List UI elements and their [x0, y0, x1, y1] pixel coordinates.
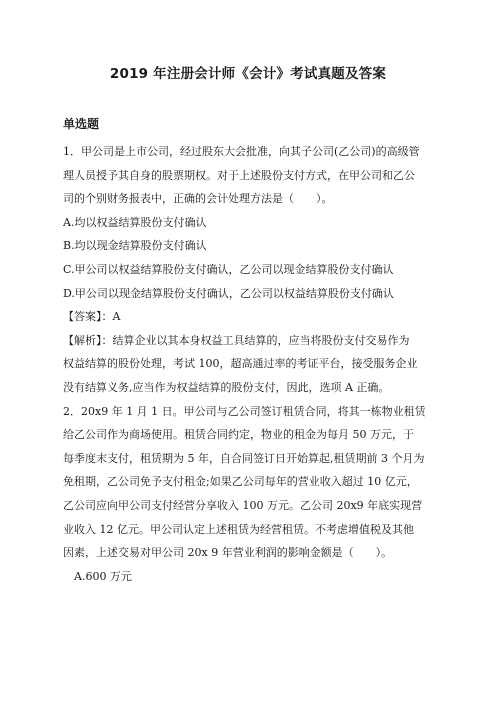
question-1-option-d: D.甲公司以现金结算股份支付确认，乙公司以权益结算股份支付确认 — [63, 286, 394, 300]
question-1-explanation-line-1: 【解析】：结算企业以其本身权益工具结算的，应当将股份支付交易作为 — [63, 333, 410, 347]
question-1-option-c: C.甲公司以权益结算股份支付确认，乙公司以现金结算股份支付确认 — [63, 262, 394, 276]
document-body — [63, 140, 435, 588]
question-2-stem-line-3: 每季度末支付，租赁期为 5 年，自合同签订日开始算起,租赁期前 3 个月为 — [63, 451, 425, 465]
question-2-stem-line-6: 业收入 12 亿元。甲公司认定上述租赁为经营租赁。不考虑增值税及其他 — [63, 522, 414, 536]
question-2-option-a: A.600 万元 — [74, 569, 132, 583]
question-1-explanation-line-3: 没有结算义务,应当作为权益结算的股份支付，因此，选项 A 正确。 — [63, 380, 390, 394]
question-2-stem-line-4: 免租期，乙公司免予支付租金;如果乙公司每年的营业收入超过 10 亿元， — [63, 475, 418, 489]
question-1-option-b: B.均以现金结算股份支付确认 — [63, 239, 207, 253]
question-2-stem-line-1: 2．20x9 年 1 月 1 日。甲公司与乙公司签订租赁合同，将其一栋物业租赁 — [63, 404, 426, 418]
question-1-explanation-line-2: 权益结算的股份处理，考试 100，超高通过率的考证平台，接受服务企业 — [63, 357, 418, 371]
question-2-stem-line-7: 因素，上述交易对甲公司 20x 9 年营业利润的影响金额是（ ）。 — [63, 546, 393, 560]
question-1-stem-line-2: 理人员授予其自身的股票期权。对于上述股份支付方式，在甲公司和乙公 — [63, 168, 415, 182]
section-heading: 单选题 — [63, 117, 100, 131]
question-2-stem-line-5: 乙公司应向甲公司支付经营分享收入 100 万元。乙公司 20x9 年底实现营 — [63, 498, 423, 512]
question-2-stem-line-2: 给乙公司作为商场使用。租赁合同约定，物业的租金为每月 50 万元，于 — [63, 428, 414, 442]
question-1-answer: 【答案】：A — [63, 310, 121, 324]
question-1-option-a: A.均以权益结算股份支付确认 — [63, 215, 207, 229]
question-1-stem-line-1: 1．甲公司是上市公司，经过股东大会批准，向其子公司(乙公司)的高级管 — [63, 145, 420, 158]
document-title: 2019 年注册会计师《会计》考试真题及答案 — [109, 66, 387, 82]
question-1-stem-line-3: 司的个别财务报表中，正确的会计处理方法是（ ）。 — [63, 192, 333, 206]
